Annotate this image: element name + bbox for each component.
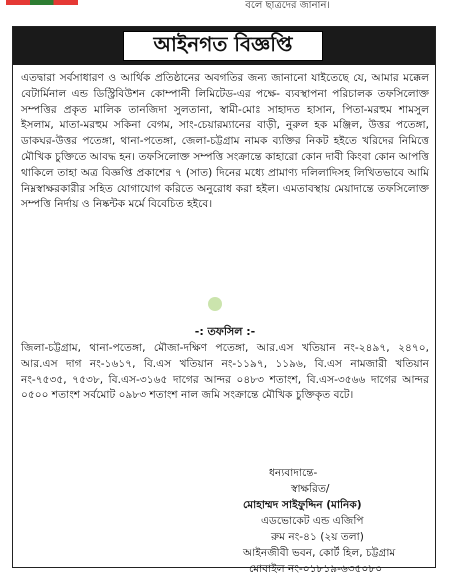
signatory-address: আইনজীবী ভবন, কোর্ট হিল, চট্টগ্রাম <box>243 547 396 559</box>
watermark-logo-icon <box>208 297 222 311</box>
signature-block <box>239 465 435 577</box>
previous-article-text: বলে ছাত্রদের জানান। <box>245 0 330 11</box>
signature-signed: স্বাক্ষরিত/ <box>291 483 330 495</box>
signatory-name: মোহাম্মদ সাইফুদ্দিন (মানিক) <box>243 499 362 511</box>
notice-title: আইনগত বিজ্ঞপ্তি <box>123 31 323 61</box>
signatory-designation: এডভোকেট এন্ড এজিপি <box>261 515 364 527</box>
legal-notice <box>12 26 436 575</box>
schedule-heading: -: তফসিল :- <box>194 325 256 338</box>
previous-article-strip <box>0 0 450 22</box>
title-band <box>13 27 435 65</box>
signatory-room: রুম নং-৪১ (২য় তলা) <box>271 531 364 543</box>
brand-color-bar <box>6 0 78 5</box>
notice-body: এতদ্বারা সর্বসাধারণ ও আর্থিক প্রতিষ্ঠানের অবগতির জন্য জানানো যাইতেছে যে, আমার মক্কেল বেটার্মিনাল এন্ড ডিস্ট্রিবিউশন কোম্পানী লিমিটেড-এর পক্ষে- ব্যবস্থাপনা পরিচালক তফসিলোক্ত সম্পত্তির প্রকৃত মালিক তানজিদা সুলতানা, স্বামী-মোঃ সাহাদত হাসান, পিতা-মরহুম শামসুল ইসলাম, মাতা-মরহুম সকিনা বেগম, সাং-চেয়ারম্যানের বাড়ী, নুরুল হক মঞ্জিল, উত্তর পতেঙ্গা, ডাকঘর-উত্তর পতেঙ্গা, থানা-পতেঙ্গা, জেলা-চট্টগ্রাম নামক ব্যক্তির নিকট হইতে খরিদের নিমিত্তে মৌখিক চুক্তিতে আবদ্ধ হন। তফসিলোক্ত সম্পত্তি সংক্রান্তে কাহারো কোন দাবী কিংবা কোন আপত্তি থাকিলে তাহা অত্র বিজ্ঞপ্তি প্রকাশের ৭ (সাত) দিনের মধ্যে প্রামাণ্য দলিলাদিসহ লিখিতভাবে আমি নিম্নস্বাক্ষরকারীর সহিত যোগাযোগ করিতে অনুরোধ করা হইল। এমতাবস্থায় মেয়াদান্তে তফসিলোক্ত সম্পত্তি নির্দায় ও নিষ্কন্টক মর্মে বিবেচিত হইবে। <box>21 72 429 211</box>
schedule-details: জিলা-চট্টগ্রাম, থানা-পতেঙ্গা, মৌজা-দক্ষিণ পতেঙ্গা, আর.এস খতিয়ান নং-২৪৯৭, ২৪৭০, আর.এস দাগ নং-১৬১৭, বি.এস খতিয়ান নং-১১৯৭, ১১৯৬, বি.এস নামজারী খতিয়ান নং-৭৫৩৫, ৭৫৩৮, বি.এস-৩১৬৫ দাগের আন্দর ০৪৮৩ শতাংশ, বি.এস-৩৫৬৬ দাগের আন্দর ০৫০০ শতাংশ সর্বমোট ০৯৮৩ শতাংশ নাল জমি সংক্রান্তে মৌখিক চুক্তিকৃত বটে। <box>21 342 429 402</box>
signatory-mobile: মোবাইল নং-০১৮১৯-৬৩৫০৮০ <box>249 563 383 575</box>
signature-thanks: ধন্যবাদান্তে- <box>269 467 318 479</box>
